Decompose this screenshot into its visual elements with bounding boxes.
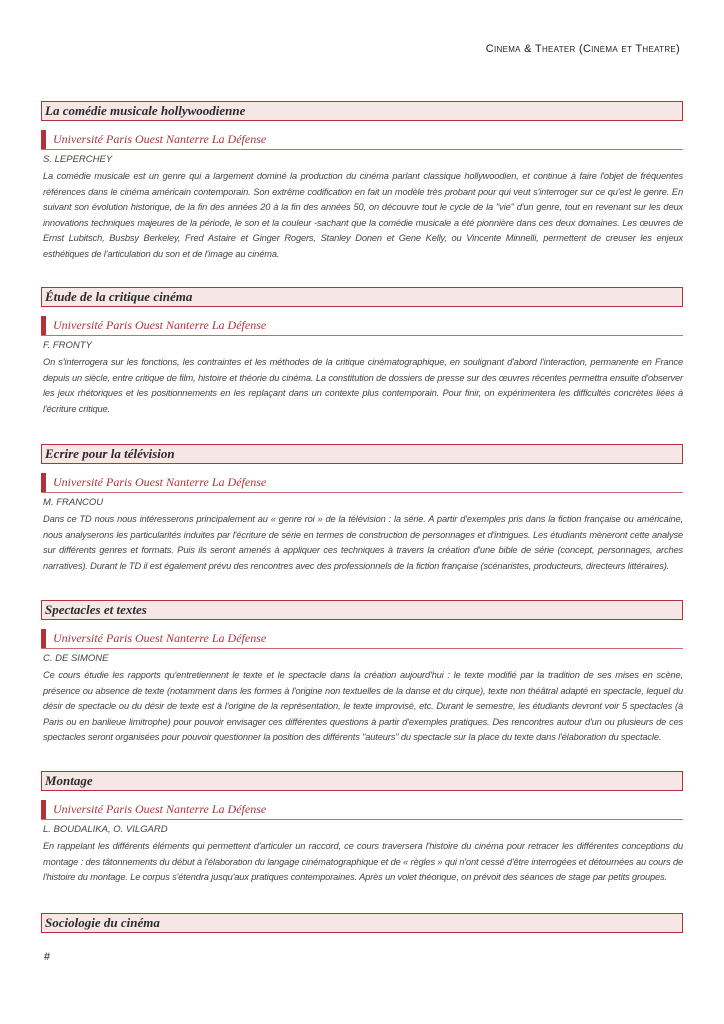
university-name: Université Paris Ouest Nanterre La Défense: [53, 802, 267, 816]
accent-bar: [41, 473, 46, 492]
teacher-name: M. FRANCOU: [43, 497, 104, 508]
university-label: [41, 628, 683, 649]
course-description: La comédie musicale est un genre qui a largement dominé la production du cinéma parlant classique hollywoodien, et continue à faire l'objet de fréquentes références dans le cinéma américain contemporain. Son extrême codification en fait un modèle très probant pour qui veut s'interroger sur ce qu'est le genre. En suivant son évolution historique, de la fin des années 20 à la fin des années 50, on découvre tout le cycle de la "vie" d'un genre, tout en revenant sur les deux innovations techniques majeures de la période, le son et la couleur -sachant que la comédie musicale a été pionnière dans ces deux domaines. Les œuvres de Ernst Lubitsch, Busbsy Berkeley, Fred Astaire et Ginger Rogers, Stanley Donen et Gene Kelly, ou Vincente Minnelli, permettent de creuser les enjeux esthétiques de l'articulation du son et de l'image au cinéma.: [43, 171, 683, 259]
course-title: Sociologie du cinéma: [41, 913, 683, 933]
university-name: Université Paris Ouest Nanterre La Défense: [53, 631, 267, 645]
teacher-name: F. FRONTY: [43, 340, 92, 351]
university-label: [41, 472, 683, 493]
course-title: Ecrire pour la télévision: [41, 444, 683, 464]
course-description: En rappelant les différents éléments qui permettent d'articuler un raccord, ce cours traversera l'histoire du cinéma pour retracer les différentes conceptions du montage : des tâtonnements du début à l'élaboration du langage cinématographique et de « règles » qui n'ont cessé d'être interrogées et détournées au cours de l'histoire du montage. Le corpus s'étendra jusqu'aux pratiques contemporaines. Après un volet théorique, on prévoit des séances de stage par petits groupes.: [43, 841, 683, 882]
teacher-name: S. LEPERCHEY: [43, 154, 113, 165]
course-description: Dans ce TD nous nous intéresserons principalement au « genre roi » de la télévision : la série. A partir d'exemples pris dans la fiction française ou américaine, nous analyserons les particularités induites par l'écriture de série en termes de construction de personnages et d'intrigues. Les étudiants mèneront cette analyse sur différents genres et formats. Puis ils seront amenés à appliquer ces techniques à travers la création d'une bible de série (concept, personnages, arches narratives). Durant le TD il est également prévu des rencontres avec des professionnels de la fiction française (scénaristes, producteurs, directeurs littéraires).: [43, 514, 683, 571]
course-section: [41, 913, 683, 933]
page-number: #: [44, 951, 51, 963]
accent-bar: [41, 800, 46, 819]
teacher-name: L. BOUDALIKA, O. VILGARD: [43, 824, 168, 835]
university-name: Université Paris Ouest Nanterre La Défense: [53, 318, 267, 332]
university-label: [41, 315, 683, 336]
course-section: [41, 600, 683, 746]
teacher-name: C. DE SIMONE: [43, 653, 109, 664]
course-title: Étude de la critique cinéma: [41, 287, 683, 307]
course-title: Spectacles et textes: [41, 600, 683, 620]
accent-bar: [41, 130, 46, 149]
course-description: On s'interrogera sur les fonctions, les contraintes et les méthodes de la critique cinématographique, en soulignant d'abord l'interaction, permanente en France depuis un siècle, entre critique de film, histoire et théorie du cinéma. La constitution de dossiers de presse sur des œuvres récentes permettra ensuite d'observer les jeux rhétoriques et les positionnements en les replaçant dans un contexte plus contemporain. Pour finir, on expérimentera les difficultés concrètes liées à l'écriture critique.: [43, 357, 683, 414]
running-header: Cinema & Theater (Cinema et Theatre): [485, 43, 680, 55]
accent-bar: [41, 316, 46, 335]
university-label: [41, 799, 683, 820]
university-name: Université Paris Ouest Nanterre La Défense: [53, 475, 267, 489]
accent-bar: [41, 629, 46, 648]
university-name: Université Paris Ouest Nanterre La Défense: [53, 132, 267, 146]
university-label: [41, 129, 683, 150]
course-title: La comédie musicale hollywoodienne: [41, 101, 683, 121]
course-section: [41, 444, 683, 574]
course-title: Montage: [41, 771, 683, 791]
course-section: [41, 771, 683, 886]
course-section: [41, 101, 683, 262]
course-description: Ce cours étudie les rapports qu'entretiennent le texte et le spectacle dans la création aujourd'hui : le texte modifié par la tradition de ses mises en scène, présence ou absence de texte (notamment dans les formes à l'origine non textuelles de la danse et du cirque), texte non théâtral adapté en spectacle, lequel du désir de spectacle ou du désir de texte est à l'origine de la représentation, le texte improvisé, etc. Durant le semestre, les étudiants devront voir 5 spectacles (à Paris ou en banlieue limitrophe) pour pouvoir envisager ces différentes questions à partir d'exemples pratiques. Des rencontres autour d'un ou plusieurs de ces spectacles seront organisées pour pouvoir questionner la position des différents "auteurs" du spectacle sur la place du texte dans l'élaboration du spectacle.: [43, 670, 683, 742]
course-section: [41, 287, 683, 417]
